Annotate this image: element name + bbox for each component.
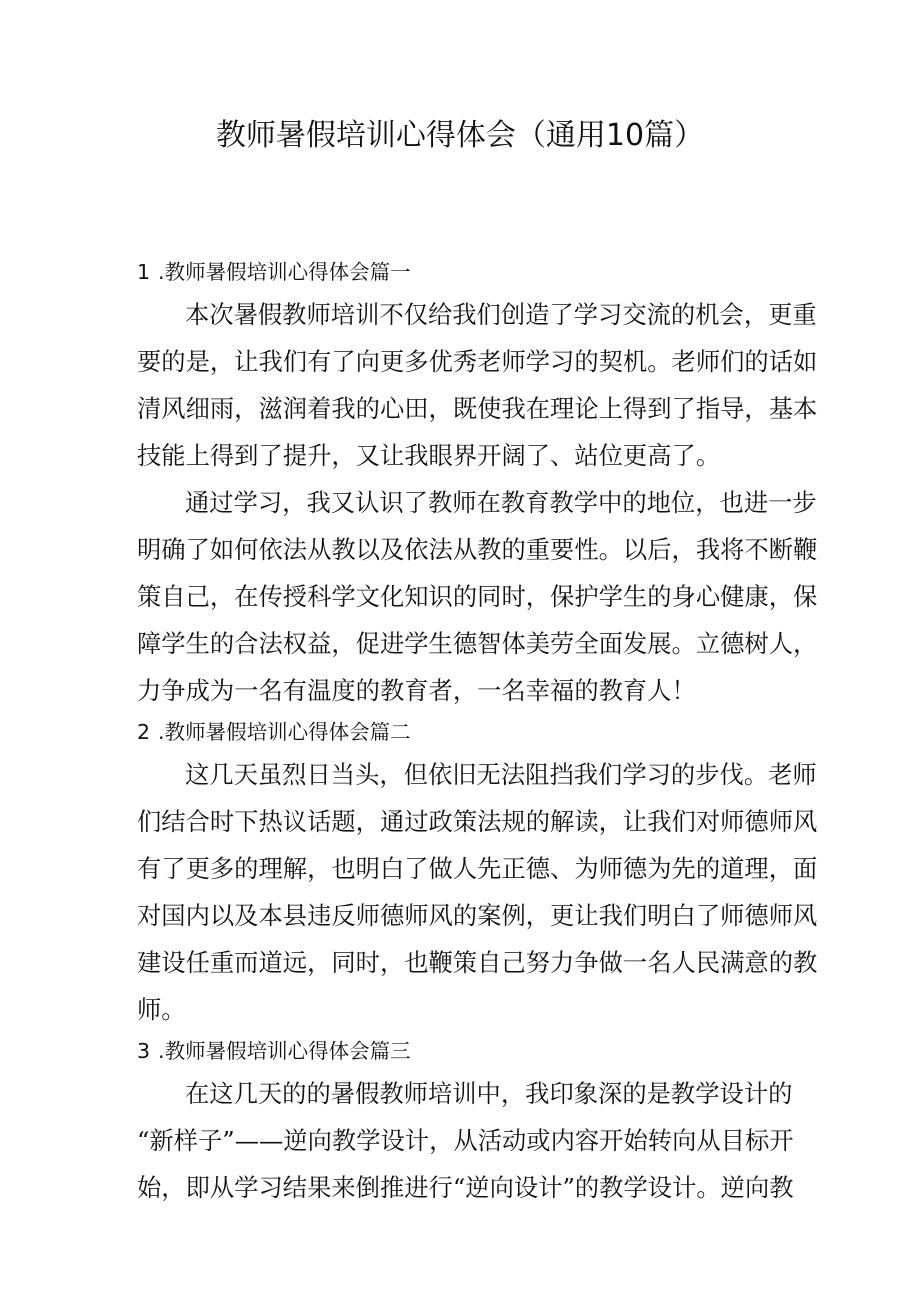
document-body bbox=[137, 254, 818, 1211]
section-number: 2 bbox=[137, 720, 151, 744]
paragraph-line: 本次暑假教师培训不仅给我们创造了学习交流的机会，更重 bbox=[185, 300, 817, 329]
section-2 bbox=[137, 714, 818, 1033]
section-1 bbox=[137, 254, 818, 714]
section-heading-text: .教师暑假培训心得体会篇二 bbox=[158, 720, 411, 744]
paragraph-line: 障学生的合法权益，促进学生德智体美劳全面发展。立德树人， bbox=[137, 629, 818, 658]
paragraph bbox=[137, 291, 818, 479]
paragraph-line: 建设任重而道远，同时，也鞭策自己努力争做一名人民满意的教 bbox=[137, 948, 818, 977]
paragraph bbox=[137, 1070, 794, 1211]
paragraph-line: 通过学习，我又认识了教师在教育教学中的地位，也进一步 bbox=[185, 488, 817, 517]
section-number: 1 bbox=[137, 260, 151, 284]
section-heading-text: .教师暑假培训心得体会篇三 bbox=[158, 1039, 411, 1063]
paragraph bbox=[137, 751, 818, 1033]
paragraph bbox=[137, 479, 818, 714]
section-heading bbox=[137, 714, 787, 751]
section-3 bbox=[137, 1033, 794, 1211]
paragraph-line: 清风细雨，滋润着我的心田，既使我在理论上得到了指导，基本 bbox=[137, 394, 818, 423]
paragraph-line: 师。 bbox=[137, 995, 186, 1024]
paragraph-line: 力争成为一名有温度的教育者，一名幸福的教育人！ bbox=[137, 676, 696, 705]
section-heading bbox=[137, 254, 787, 291]
paragraph-line: 有了更多的理解，也明白了做人先正德、为师德为先的道理，面 bbox=[137, 854, 818, 883]
paragraph-line: 对国内以及本县违反师德师风的案例，更让我们明白了师德师风 bbox=[137, 901, 818, 930]
paragraph-line: 在这几天的的暑假教师培训中，我印象深的是教学设计的 bbox=[185, 1079, 793, 1108]
paragraph-line: “新样子”——逆向教学设计，从活动或内容开始转向从目标开 bbox=[137, 1126, 794, 1155]
paragraph-line: 策自己，在传授科学文化知识的同时，保护学生的身心健康，保 bbox=[137, 582, 818, 611]
document-title: 教师暑假培训心得体会（通用10篇） bbox=[215, 118, 705, 153]
paragraph-line: 始，即从学习结果来倒推进行“逆向设计”的教学设计。逆向教 bbox=[137, 1173, 794, 1202]
section-heading bbox=[137, 1033, 787, 1070]
section-number: 3 bbox=[137, 1039, 151, 1063]
paragraph-line: 们结合时下热议话题，通过政策法规的解读，让我们对师德师风 bbox=[137, 807, 818, 836]
paragraph-line: 这几天虽烈日当头，但依旧无法阻挡我们学习的步伐。老师 bbox=[185, 760, 817, 789]
section-heading-text: .教师暑假培训心得体会篇一 bbox=[158, 260, 411, 284]
paragraph-line: 要的是，让我们有了向更多优秀老师学习的契机。老师们的话如 bbox=[137, 347, 818, 376]
paragraph-line: 技能上得到了提升，又让我眼界开阔了、站位更高了。 bbox=[137, 441, 721, 470]
paragraph-line: 明确了如何依法从教以及依法从教的重要性。以后，我将不断鞭 bbox=[137, 535, 818, 564]
